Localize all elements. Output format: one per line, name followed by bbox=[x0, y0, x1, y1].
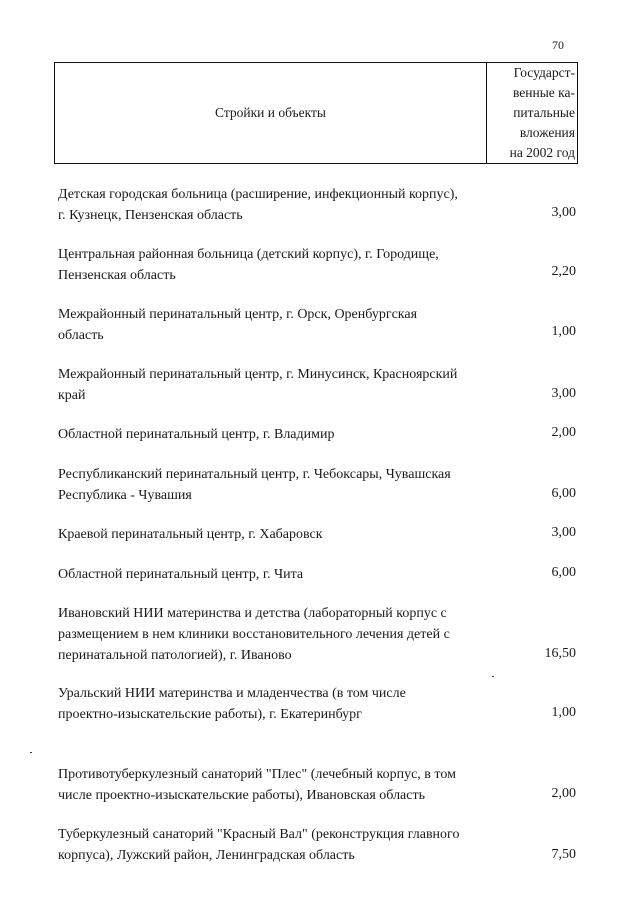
row-name: Республиканский перинатальный центр, г. Чебоксары, Чувашская Республика - Чувашия bbox=[58, 467, 451, 503]
row-name: Уральский НИИ материнства и младенчества (в том числе проектно-изыскательские работы), г. Екатеринбург bbox=[58, 686, 406, 722]
row-name: Туберкулезный санаторий "Красный Вал" (реконструкция главного корпуса), Лужский район, Ленинградская область bbox=[58, 827, 460, 863]
row-value: 1,00 bbox=[551, 324, 576, 339]
row-name: Центральная районная больница (детский корпус), г. Городище, Пензенская область bbox=[58, 247, 439, 283]
row-value: 16,50 bbox=[544, 646, 576, 661]
row-value: 6,00 bbox=[551, 565, 576, 580]
header-column-investment: Государст- венные ка- питальные вложения на 2002 год bbox=[487, 63, 578, 164]
scan-speck bbox=[30, 752, 32, 753]
row-name: Межрайонный перинатальный центр, г. Орск, Оренбургская область bbox=[58, 307, 418, 343]
row-name: Межрайонный перинатальный центр, г. Минусинск, Красноярский край bbox=[58, 367, 458, 403]
row-value: 2,20 bbox=[551, 264, 576, 279]
row-name: Детская городская больница (расширение, инфекционный корпус), г. Кузнецк, Пензенская область bbox=[58, 187, 458, 223]
row-value: 2,00 bbox=[551, 425, 576, 440]
row-value: 2,00 bbox=[551, 786, 576, 801]
row-value: 3,00 bbox=[551, 386, 576, 401]
row-value: 6,00 bbox=[551, 486, 576, 501]
row-name: Краевой перинатальный центр, г. Хабаровск bbox=[58, 527, 323, 542]
row-value: 1,00 bbox=[551, 705, 576, 720]
row-name: Областной перинатальный центр, г. Владимир bbox=[58, 427, 335, 442]
row-value: 3,00 bbox=[551, 205, 576, 220]
header-column-name: Стройки и объекты bbox=[55, 63, 487, 164]
row-value: 3,00 bbox=[551, 525, 576, 540]
row-name: Противотуберкулезный санаторий "Плес" (лечебный корпус, в том числе проектно-изыскательские работы), Ивановская область bbox=[58, 767, 456, 803]
scan-speck bbox=[492, 676, 494, 677]
row-name: Ивановский НИИ материнства и детства (лабораторный корпус с размещением в нем клиники восстановительного лечения детей с перинатальной патологией), г. Иваново bbox=[58, 606, 450, 663]
row-value: 7,50 bbox=[551, 847, 576, 862]
page-number: 70 bbox=[552, 38, 564, 52]
row-name: Областной перинатальный центр, г. Чита bbox=[58, 567, 304, 582]
